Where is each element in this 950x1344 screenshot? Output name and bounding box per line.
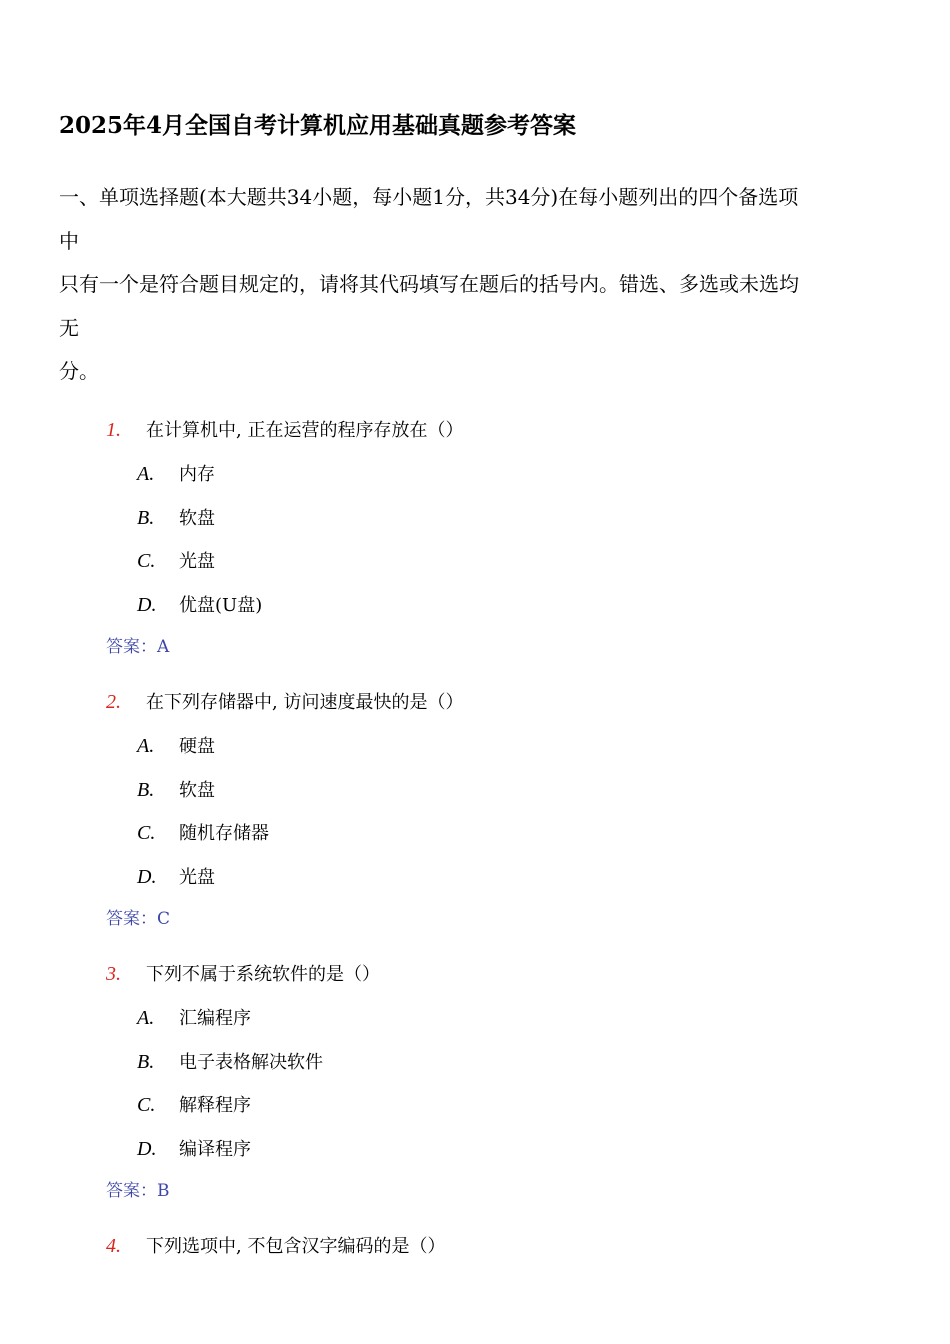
option-text: 光盘 <box>179 551 215 572</box>
option-label: B. <box>137 779 155 801</box>
instruction-line: 分。 <box>59 359 99 383</box>
question-2 <box>106 689 463 716</box>
option-b <box>137 1049 323 1076</box>
option-d <box>137 592 262 619</box>
section-instructions <box>59 176 894 394</box>
option-a <box>137 461 215 488</box>
option-label: C. <box>137 550 156 572</box>
option-label: C. <box>137 1094 156 1116</box>
option-text: 汇编程序 <box>179 1008 251 1029</box>
option-b <box>137 505 215 532</box>
document-title: 2025年4月全国自考计算机应用基础真题参考答案 <box>59 112 577 139</box>
option-c <box>137 820 269 847</box>
option-c <box>137 1092 251 1119</box>
option-text: 软盘 <box>179 780 215 801</box>
question-number: 3. <box>106 963 121 985</box>
answer-2: 答案：C <box>106 909 171 929</box>
answer-3: 答案：B <box>106 1181 170 1201</box>
option-a <box>137 1005 251 1032</box>
option-label: C. <box>137 822 156 844</box>
question-number: 1. <box>106 419 121 441</box>
option-text: 优盘(U盘) <box>179 595 263 616</box>
option-label: A. <box>137 463 155 485</box>
question-text: 下列不属于系统软件的是（） <box>146 964 380 985</box>
option-label: D. <box>137 594 157 616</box>
option-text: 内存 <box>179 464 215 485</box>
option-label: B. <box>137 507 155 529</box>
option-d <box>137 1136 251 1163</box>
instruction-line: 一、单项选择题(本大题共34小题，每小题1分，共34分)在每小题列出的四个备选项 <box>59 185 799 209</box>
option-text: 硬盘 <box>179 736 215 757</box>
question-text: 在计算机中, 正在运营的程序存放在（） <box>146 420 464 441</box>
option-label: B. <box>137 1051 155 1073</box>
instruction-line: 无 <box>59 315 79 340</box>
question-3 <box>106 961 380 988</box>
option-label: D. <box>137 1138 157 1160</box>
option-text: 软盘 <box>179 508 215 529</box>
question-number: 4. <box>106 1235 121 1257</box>
question-text: 下列选项中, 不包含汉字编码的是（） <box>146 1236 446 1257</box>
instruction-line: 只有一个是符合题目规定的，请将其代码填写在题后的括号内。错选、多选或未选均 <box>59 272 799 296</box>
option-text: 编译程序 <box>179 1139 251 1160</box>
option-d <box>137 864 215 891</box>
option-text: 随机存储器 <box>179 823 269 844</box>
option-c <box>137 548 215 575</box>
question-number: 2. <box>106 691 121 713</box>
option-b <box>137 777 215 804</box>
option-text: 光盘 <box>179 867 215 888</box>
question-1 <box>106 417 463 444</box>
option-text: 解释程序 <box>179 1095 251 1116</box>
option-a <box>137 733 215 760</box>
answer-1: 答案：A <box>106 637 170 657</box>
instruction-line: 中 <box>59 228 79 253</box>
question-text: 在下列存储器中, 访问速度最快的是（） <box>146 692 464 713</box>
question-4 <box>106 1233 445 1260</box>
option-text: 电子表格解决软件 <box>179 1052 323 1073</box>
option-label: A. <box>137 1007 155 1029</box>
option-label: D. <box>137 866 157 888</box>
option-label: A. <box>137 735 155 757</box>
